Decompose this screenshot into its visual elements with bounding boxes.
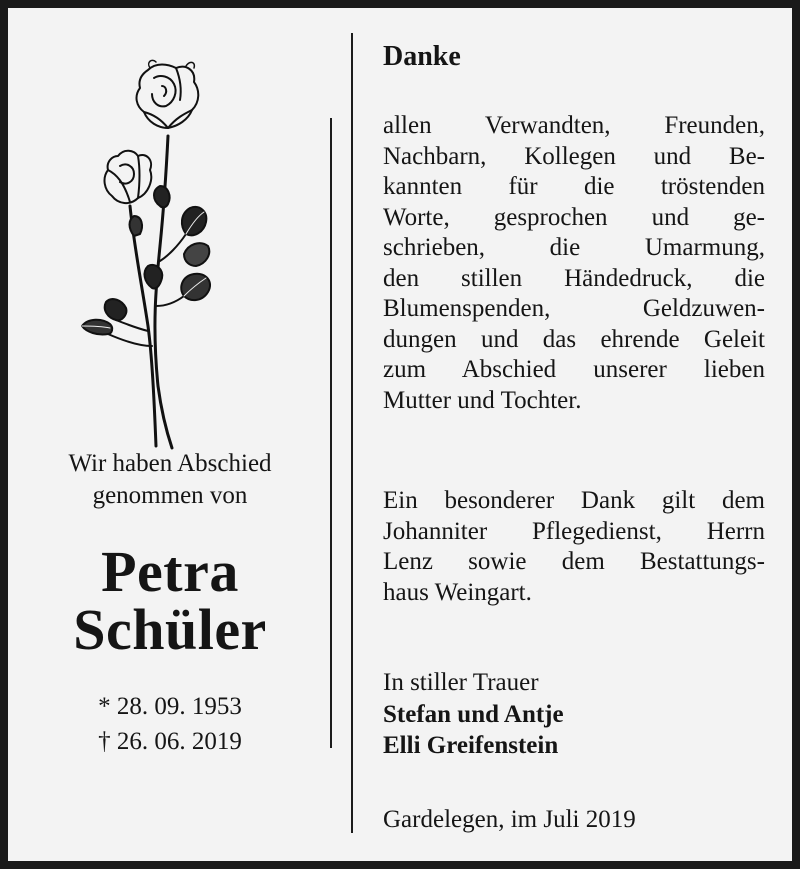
text-line: haus Weingart. bbox=[383, 578, 532, 606]
text-line: Ein besonderer Dank gilt dem bbox=[383, 487, 765, 514]
obituary-notice bbox=[8, 8, 792, 861]
text-line: Johanniter Pflegedienst, Herrn bbox=[383, 517, 765, 545]
text-line: Lenz sowie dem Bestattungs- bbox=[383, 548, 765, 575]
place-date: Gardelegen, im Juli 2019 bbox=[383, 806, 636, 833]
deceased-name bbox=[18, 539, 322, 662]
text-line: Mutter und Tochter. bbox=[383, 386, 582, 414]
text-line: zum Abschied unserer lieben bbox=[383, 356, 765, 383]
rose-icon bbox=[68, 56, 228, 451]
farewell-line: Wir haben Abschied bbox=[68, 450, 272, 477]
text-line: allen Verwandten, Freunden, bbox=[383, 112, 765, 139]
first-name: Petra bbox=[101, 539, 239, 604]
signatory: Stefan und Antje bbox=[383, 701, 564, 728]
text-line: Blumenspenden, Geldzuwen- bbox=[383, 295, 765, 322]
short-divider bbox=[330, 118, 332, 748]
last-name: Schüler bbox=[73, 597, 267, 662]
heading: Danke bbox=[383, 41, 461, 72]
column-divider bbox=[351, 33, 353, 833]
death-date: † 26. 06. 2019 bbox=[98, 728, 242, 755]
special-thanks-paragraph bbox=[383, 486, 765, 608]
farewell-text bbox=[18, 448, 322, 512]
birth-date: * 28. 09. 1953 bbox=[98, 693, 242, 720]
signatory: Elli Greifenstein bbox=[383, 731, 559, 759]
signature-intro: In stiller Trauer bbox=[383, 669, 539, 696]
life-dates bbox=[18, 689, 322, 759]
farewell-line: genommen von bbox=[92, 482, 248, 509]
signatories bbox=[383, 700, 765, 761]
text-line: kannten für die tröstenden bbox=[383, 173, 765, 200]
text-line: Nachbarn, Kollegen und Be- bbox=[383, 142, 765, 170]
thanks-paragraph bbox=[383, 111, 765, 416]
text-line: dungen und das ehrende Geleit bbox=[383, 325, 765, 353]
text-line: Worte, gesprochen und ge- bbox=[383, 203, 765, 231]
text-line: schrieben, die Umarmung, bbox=[383, 234, 765, 261]
text-line: den stillen Händedruck, die bbox=[383, 264, 765, 292]
